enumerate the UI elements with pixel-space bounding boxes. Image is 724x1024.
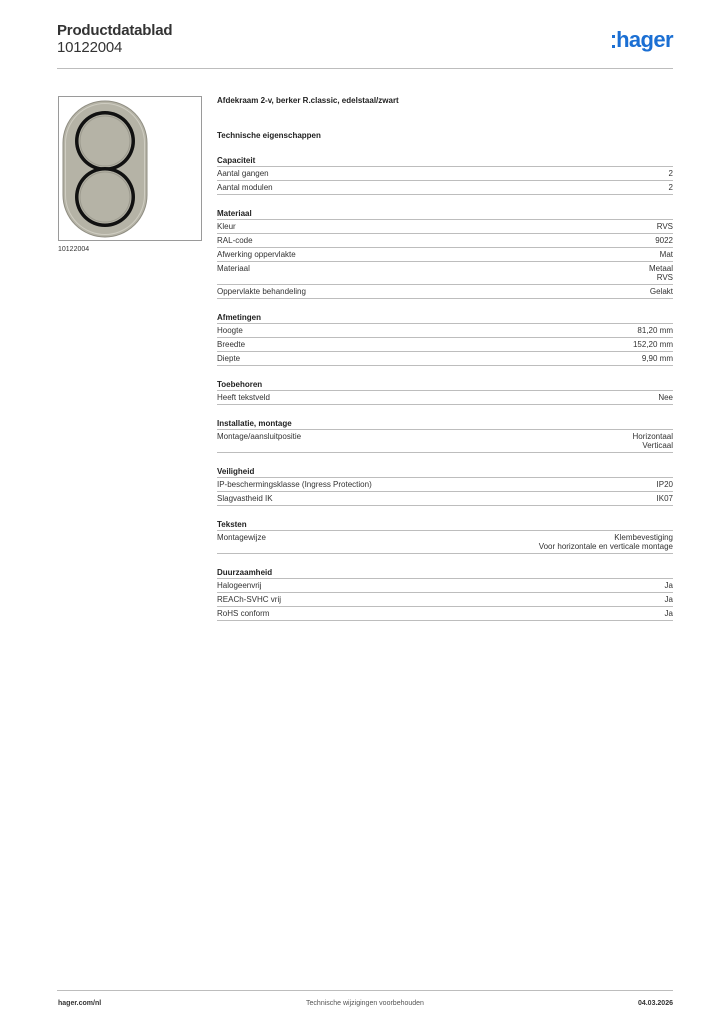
section-title: Teksten <box>217 519 673 531</box>
property-value-line: Horizontaal <box>632 432 673 441</box>
property-value-line: Ja <box>664 581 673 590</box>
property-row <box>217 430 673 453</box>
property-section <box>217 379 673 405</box>
property-value <box>633 340 673 349</box>
property-value <box>539 533 673 551</box>
property-value <box>649 264 673 282</box>
property-value <box>655 236 673 245</box>
property-label: Aantal modulen <box>217 183 273 192</box>
property-value-line: Verticaal <box>642 441 673 450</box>
logo-wordmark: hager <box>616 27 673 52</box>
property-row <box>217 478 673 492</box>
properties-sections <box>217 155 673 621</box>
property-section <box>217 466 673 506</box>
property-value-line: IP20 <box>656 480 673 489</box>
page-footer <box>57 990 673 1010</box>
property-section <box>217 312 673 366</box>
property-section <box>217 418 673 453</box>
property-value <box>657 480 673 489</box>
hager-logo <box>612 26 673 52</box>
section-title: Installatie, montage <box>217 418 673 430</box>
property-value-line: RVS <box>656 222 673 231</box>
document-title: Productdatablad <box>57 22 173 39</box>
property-label: RoHS conform <box>217 609 270 618</box>
property-value <box>658 393 673 402</box>
property-value-line: IK07 <box>656 494 673 503</box>
property-row <box>217 492 673 506</box>
property-value-line: 9,90 mm <box>641 354 673 363</box>
section-title: Materiaal <box>217 208 673 220</box>
property-value <box>657 494 673 503</box>
property-value <box>665 595 673 604</box>
page-header <box>57 22 673 69</box>
property-row <box>217 391 673 405</box>
property-row <box>217 352 673 366</box>
property-value <box>642 354 673 363</box>
property-value <box>650 287 673 296</box>
property-label: Materiaal <box>217 264 250 273</box>
property-row <box>217 262 673 285</box>
property-value-line: Voor horizontale en verticale montage <box>538 542 673 551</box>
property-row <box>217 220 673 234</box>
property-label: IP-beschermingsklasse (Ingress Protection) <box>217 480 372 489</box>
footer-date: 04.03.2026 <box>637 1000 673 1007</box>
property-row <box>217 167 673 181</box>
property-value-line: Klembevestiging <box>614 533 673 542</box>
footer-notice: Technische wijzigingen voorbehouden <box>306 1000 424 1007</box>
property-row <box>217 531 673 554</box>
logo-colon-icon <box>612 35 615 48</box>
property-value-line: Gelakt <box>649 287 673 296</box>
property-row <box>217 338 673 352</box>
property-value-line: 2 <box>668 183 673 192</box>
article-number: 10122004 <box>57 39 123 56</box>
section-title: Afmetingen <box>217 312 673 324</box>
property-row <box>217 248 673 262</box>
property-row <box>217 593 673 607</box>
property-label: Breedte <box>217 340 246 349</box>
property-value-line: Metaal <box>648 264 673 273</box>
property-value <box>660 250 673 259</box>
property-label: Oppervlakte behandeling <box>217 287 306 296</box>
property-section <box>217 208 673 299</box>
product-content <box>217 96 673 621</box>
property-value <box>669 169 673 178</box>
property-label: REACh-SVHC vrij <box>217 595 282 604</box>
cover-frame-image <box>59 97 201 240</box>
footer-website: hager.com/nl <box>58 1000 102 1007</box>
section-title: Toebehoren <box>217 379 673 391</box>
property-value-line: 81,20 mm <box>637 326 673 335</box>
property-label: Kleur <box>217 222 236 231</box>
property-value-line: Ja <box>664 595 673 604</box>
product-name: Afdekraam 2-v, berker R.classic, edelstaal/zwart <box>217 96 399 105</box>
property-label: Afwerking oppervlakte <box>217 250 296 259</box>
property-section <box>217 155 673 195</box>
property-label: Montagewijze <box>217 533 266 542</box>
property-row <box>217 181 673 195</box>
property-value <box>633 432 673 450</box>
property-label: Hoogte <box>217 326 243 335</box>
property-value <box>637 326 673 335</box>
property-value-line: RVS <box>656 273 673 282</box>
property-value-line: 152,20 mm <box>632 340 673 349</box>
section-title: Duurzaamheid <box>217 567 673 579</box>
property-label: Slagvastheid IK <box>217 494 273 503</box>
image-caption: 10122004 <box>58 246 90 253</box>
property-label: Halogeenvrij <box>217 581 262 590</box>
property-value-line: 2 <box>668 169 673 178</box>
section-title: Veiligheid <box>217 466 673 478</box>
section-title: Capaciteit <box>217 155 673 167</box>
property-row <box>217 285 673 299</box>
property-value-line: Mat <box>659 250 673 259</box>
property-label: Heeft tekstveld <box>217 393 270 402</box>
property-row <box>217 324 673 338</box>
property-label: Montage/aansluitpositie <box>217 432 302 441</box>
property-row <box>217 579 673 593</box>
property-section <box>217 519 673 554</box>
property-value-line: Ja <box>664 609 673 618</box>
property-value <box>657 222 673 231</box>
property-value <box>669 183 673 192</box>
property-label: Diepte <box>217 354 241 363</box>
property-value <box>665 609 673 618</box>
property-value-line: Nee <box>658 393 673 402</box>
property-label: Aantal gangen <box>217 169 269 178</box>
property-value-line: 9022 <box>655 236 673 245</box>
property-label: RAL-code <box>217 236 253 245</box>
property-section <box>217 567 673 621</box>
properties-heading: Technische eigenschappen <box>217 131 321 140</box>
property-row <box>217 234 673 248</box>
property-value <box>665 581 673 590</box>
product-image-frame <box>58 96 202 241</box>
property-row <box>217 607 673 621</box>
